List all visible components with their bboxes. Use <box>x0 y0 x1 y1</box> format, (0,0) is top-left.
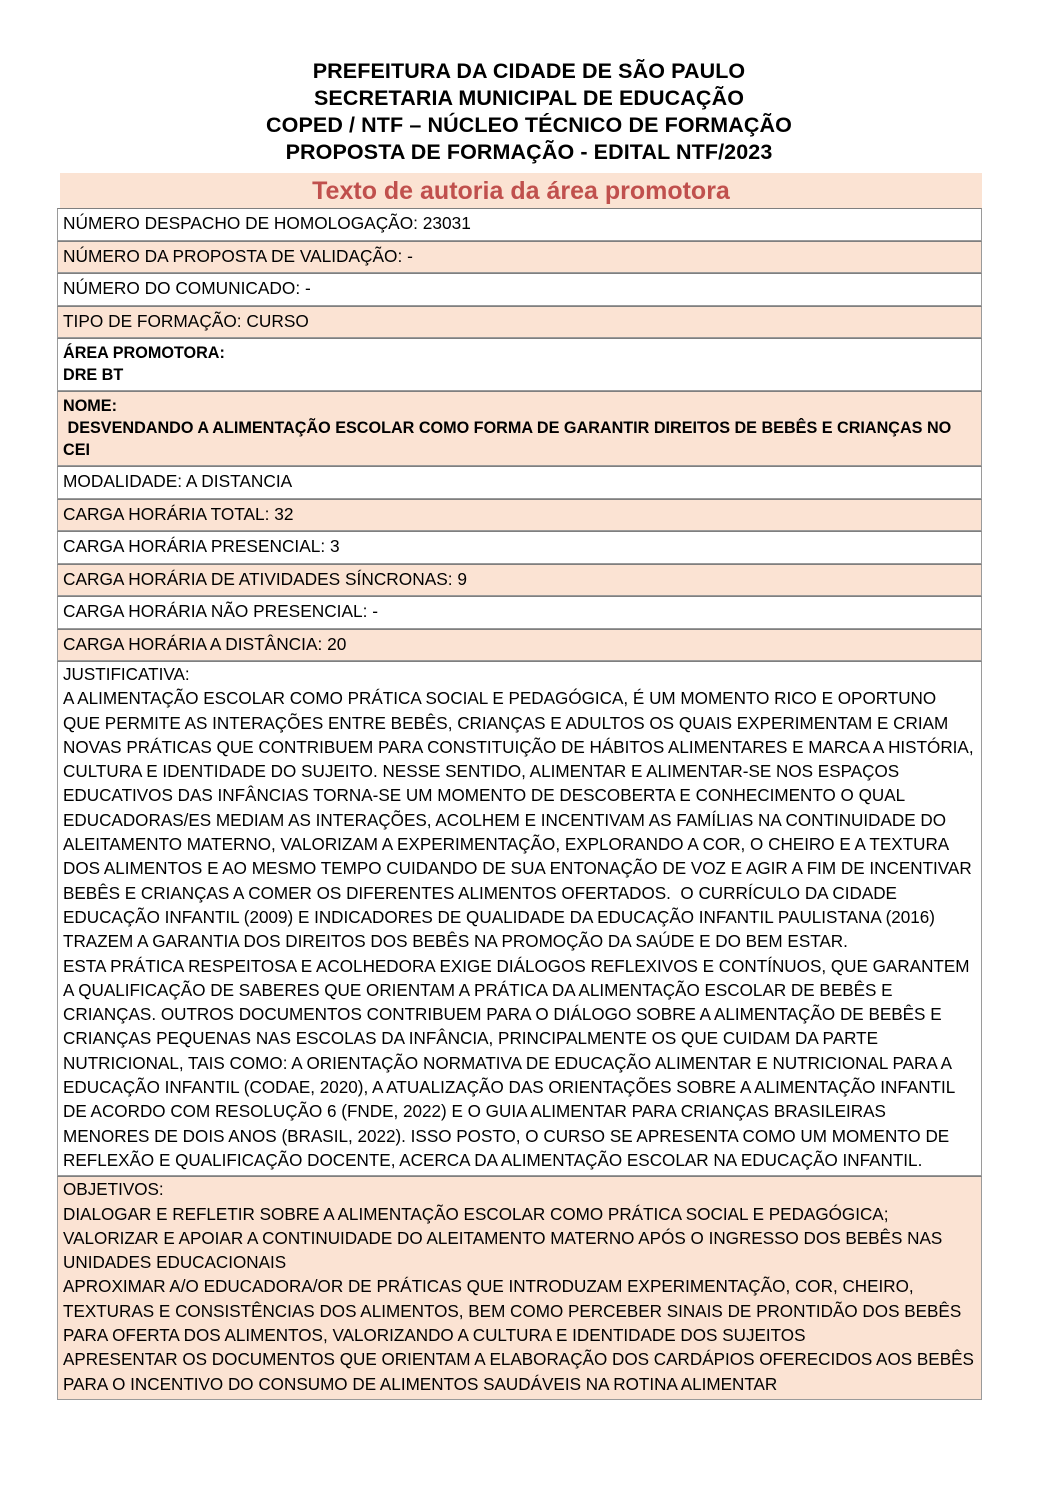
proposal-table <box>57 208 982 1400</box>
table-row <box>57 596 982 629</box>
document-header <box>0 0 1058 166</box>
table-row <box>57 661 982 1176</box>
table-row <box>57 629 982 662</box>
table-row <box>57 306 982 339</box>
field-carga-nao-presencial: CARGA HORÁRIA NÃO PRESENCIAL: - <box>57 596 982 629</box>
objetivos-label: OBJETIVOS: <box>63 1180 164 1200</box>
nome-label: NOME: <box>63 397 117 415</box>
field-carga-distancia: CARGA HORÁRIA A DISTÂNCIA: 20 <box>57 629 982 662</box>
table-row <box>57 391 982 466</box>
field-numero-proposta: NÚMERO DA PROPOSTA DE VALIDAÇÃO: - <box>57 241 982 274</box>
area-promotora-label: ÁREA PROMOTORA: <box>63 344 225 362</box>
field-carga-total: CARGA HORÁRIA TOTAL: 32 <box>57 499 982 532</box>
banner-title: Texto de autoria da área promotora <box>312 176 730 205</box>
justificativa-paragraph-2: ESTA PRÁTICA RESPEITOSA E ACOLHEDORA EXIGE DIÁLOGOS REFLEXIVOS E CONTÍNUOS, QUE GARANTEM A QUALIFICAÇÃO DE SABERES QUE ORIENTAM A PRÁTICA DA ALIMENTAÇÃO ESCOLAR DE BEBÊS E CRIANÇAS. OUTROS DOCUMENTOS CONTRIBUEM PARA O DIÁLOGO SOBRE A ALIMENTAÇÃO DE BEBÊS E CRIANÇAS PEQUENAS NAS ESCOLAS DA INFÂNCIA, PRINCIPALMENTE OS QUE CUIDAM DA PARTE NUTRICIONAL, TAIS COMO: A ORIENTAÇÃO NORMATIVA DE EDUCAÇÃO ALIMENTAR E NUTRICIONAL PARA A EDUCAÇÃO INFANTIL (CODAE, 2020), A ATUALIZAÇÃO DAS ORIENTAÇÕES SOBRE A ALIMENTAÇÃO INFANTIL DE ACORDO COM RESOLUÇÃO 6 (FNDE, 2022) E O GUIA ALIMENTAR PARA CRIANÇAS BRASILEIRAS MENORES DE DOIS ANOS (BRASIL, 2022). ISSO POSTO, O CURSO SE APRESENTA COMO UM MOMENTO DE REFLEXÃO E QUALIFICAÇÃO DOCENTE, ACERCA DA ALIMENTAÇÃO ESCOLAR NA EDUCAÇÃO INFANTIL. <box>63 956 974 1170</box>
objetivo-item: VALORIZAR E APOIAR A CONTINUIDADE DO ALEITAMENTO MATERNO APÓS O INGRESSO DOS BEBÊS NAS UNIDADES EDUCACIONAIS <box>63 1228 948 1273</box>
table-row <box>57 241 982 274</box>
justificativa-label: JUSTIFICATIVA: <box>63 665 190 684</box>
table-row <box>57 499 982 532</box>
objetivo-item: DIALOGAR E REFLETIR SOBRE A ALIMENTAÇÃO ESCOLAR COMO PRÁTICA SOCIAL E PEDAGÓGICA; <box>63 1204 889 1224</box>
header-line-4: PROPOSTA DE FORMAÇÃO - EDITAL NTF/2023 <box>285 140 773 164</box>
table-row <box>57 466 982 499</box>
objetivo-item: APRESENTAR OS DOCUMENTOS QUE ORIENTAM A ELABORAÇÃO DOS CARDÁPIOS OFERECIDOS AOS BEBÊS PARA O INCENTIVO DO CONSUMO DE ALIMENTOS SAUDÁVEIS NA ROTINA ALIMENTAR <box>63 1350 979 1394</box>
table-row <box>57 273 982 306</box>
table-row <box>57 564 982 597</box>
table-row <box>57 208 982 241</box>
field-area-promotora <box>57 338 982 391</box>
field-tipo-formacao: TIPO DE FORMAÇÃO: CURSO <box>57 306 982 339</box>
justificativa-paragraph-1: A ALIMENTAÇÃO ESCOLAR COMO PRÁTICA SOCIAL E PEDAGÓGICA, É UM MOMENTO RICO E OPORTUNO QUE PERMITE AS INTERAÇÕES ENTRE BEBÊS, CRIANÇAS E ADULTOS OS QUAIS EXPERIMENTAM E CRIAM NOVAS PRÁTICAS QUE CONTRIBUEM PARA CONSTITUIÇÃO DE HÁBITOS ALIMENTARES E MARCA A HISTÓRIA, CULTURA E IDENTIDADE DO SUJEITO. NESSE SENTIDO, ALIMENTAR E ALIMENTAR-SE NOS ESPAÇOS EDUCATIVOS DAS INFÂNCIAS TORNA-SE UM MOMENTO DE DESCOBERTA E CONHECIMENTO O QUAL EDUCADORAS/ES MEDIAM AS INTERAÇÕES, ACOLHEM E INCENTIVAM AS FAMÍLIAS NA CONTINUIDADE DO ALEITAMENTO MATERNO, VALORIZAM A EXPERIMENTAÇÃO, EXPLORANDO A COR, O CHEIRO E A TEXTURA DOS ALIMENTOS E AO MESMO TEMPO CUIDANDO DE SUA ENTONAÇÃO DE VOZ E AGIR A FIM DE INCENTIVAR BEBÊS E CRIANÇAS A COMER OS DIFERENTES ALIMENTOS OFERTADOS. O CURRÍCULO DA CIDADE EDUCAÇÃO INFANTIL (2009) E INDICADORES DE QUALIDADE DA EDUCAÇÃO INFANTIL PAULISTANA (2016) TRAZEM A GARANTIA DOS DIREITOS DOS BEBÊS NA PROMOÇÃO DA SAÚDE E DO BEM ESTAR. <box>63 689 979 952</box>
table-row <box>57 1176 982 1400</box>
nome-value: DESVENDANDO A ALIMENTAÇÃO ESCOLAR COMO FORMA DE GARANTIR DIREITOS DE BEBÊS E CRIANÇAS NO CEI <box>63 419 956 459</box>
field-nome <box>57 391 982 466</box>
header-line-2: SECRETARIA MUNICIPAL DE EDUCAÇÃO <box>313 86 745 110</box>
table-row <box>57 531 982 564</box>
banner-authorship <box>60 173 982 208</box>
header-line-1: PREFEITURA DA CIDADE DE SÃO PAULO <box>312 59 746 83</box>
objetivo-item: APROXIMAR A/O EDUCADORA/OR DE PRÁTICAS QUE INTRODUZAM EXPERIMENTAÇÃO, COR, CHEIRO, TEXTURAS E CONSISTÊNCIAS DOS ALIMENTOS, BEM COMO PERCEBER SINAIS DE PRONTIDÃO DOS BEBÊS PARA OFERTA DOS ALIMENTOS, VALORIZANDO A CULTURA E IDENTIDADE DOS SUJEITOS <box>63 1277 966 1346</box>
header-line-3: COPED / NTF – NÚCLEO TÉCNICO DE FORMAÇÃO <box>266 113 792 137</box>
field-carga-presencial: CARGA HORÁRIA PRESENCIAL: 3 <box>57 531 982 564</box>
field-numero-comunicado: NÚMERO DO COMUNICADO: - <box>57 273 982 306</box>
table-row <box>57 338 982 391</box>
field-modalidade: MODALIDADE: A DISTANCIA <box>57 466 982 499</box>
field-carga-sincronas: CARGA HORÁRIA DE ATIVIDADES SÍNCRONAS: 9 <box>57 564 982 597</box>
field-objetivos <box>57 1176 982 1400</box>
area-promotora-value: DRE BT <box>63 366 124 384</box>
field-justificativa <box>57 661 982 1176</box>
field-numero-despacho: NÚMERO DESPACHO DE HOMOLOGAÇÃO: 23031 <box>57 208 982 241</box>
